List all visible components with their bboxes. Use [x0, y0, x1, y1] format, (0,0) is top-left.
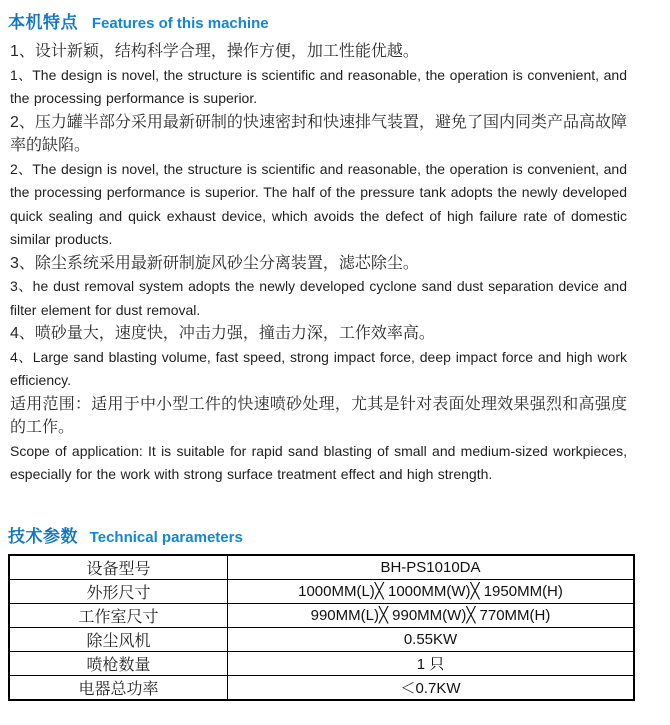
- param-value-dust-fan: 0.55KW: [228, 627, 635, 651]
- features-section: [8, 8, 670, 487]
- param-label-chamber-dimensions: 工作室尺寸: [9, 603, 228, 627]
- param-label-gun-quantity: 喷枪数量: [9, 651, 228, 675]
- table-row-model: [9, 555, 634, 580]
- technical-parameters-heading: [8, 525, 670, 547]
- table-row-total-power: [9, 675, 634, 700]
- feature-item-3-en: 3、he dust removal system adopts the newly developed cyclone sand dust separation device and filter element for dust removal.: [10, 278, 627, 318]
- feature-item-1-en: 1、The design is novel, the structure is scientific and reasonable, the operation is convenient, and the processing performance is superior.: [10, 66, 627, 106]
- param-value-chamber-dimensions: 990MM(L)╳ 990MM(W)╳ 770MM(H): [228, 603, 635, 627]
- technical-parameters-section: [8, 525, 670, 701]
- param-value-gun-quantity: 1 只: [228, 651, 635, 675]
- table-row-chamber-dimensions: [9, 603, 634, 627]
- technical-parameters-title-en: Technical parameters: [89, 528, 243, 546]
- param-label-outer-dimensions: 外形尺寸: [9, 579, 228, 603]
- feature-item-4-zh: 4、喷砂量大，速度快，冲击力强，撞击力深，工作效率高。: [10, 325, 435, 342]
- param-value-outer-dimensions: 1000MM(L)╳ 1000MM(W)╳ 1950MM(H): [228, 579, 635, 603]
- scope-of-application-zh: 适用范围：适用于中小型工件的快速喷砂处理，尤其是针对表面处理效果强烈和高强度的工作。: [10, 395, 627, 436]
- feature-item-1-zh: 1、设计新颖，结构科学合理，操作方便，加工性能优越。: [10, 43, 419, 60]
- features-heading: [8, 8, 670, 33]
- param-label-total-power: 电器总功率: [9, 675, 228, 700]
- table-row-gun-quantity: [9, 651, 634, 675]
- technical-parameters-title-zh: 技术参数: [8, 526, 78, 546]
- table-row-outer-dimensions: [9, 579, 634, 603]
- param-label-model: 设备型号: [9, 555, 228, 580]
- feature-item-2-zh: 2、压力罐半部分采用最新研制的快速密封和快速排气装置，避免了国内同类产品高故障率的缺陷。: [10, 113, 627, 154]
- feature-item-4-en: 4、Large sand blasting volume, fast speed, strong impact force, deep impact force and high work efficiency.: [10, 348, 627, 388]
- param-value-total-power: ＜0.7KW: [228, 675, 635, 700]
- features-body: [10, 40, 627, 487]
- features-title-en: Features of this machine: [91, 15, 269, 32]
- param-value-model: BH-PS1010DA: [228, 555, 635, 580]
- scope-of-application-en: Scope of application: It is suitable for rapid sand blasting of small and medium-sized workpieces, especially for the work with strong surface treatment effect and high strength.: [10, 442, 627, 482]
- features-title-zh: 本机特点: [8, 13, 78, 32]
- feature-item-3-zh: 3、除尘系统采用最新研制旋风砂尘分离装置，滤芯除尘。: [10, 254, 419, 272]
- feature-item-2-en: 2、The design is novel, the structure is scientific and reasonable, the operation is convenient, and the processing performance is superior. The half of the pressure tank adopts the newly developed quick sealing and quick exhaust device, which avoids the defect of high failure rate of domestic similar products.: [10, 160, 627, 247]
- parameters-table: [8, 554, 635, 701]
- table-row-dust-fan: [9, 627, 634, 651]
- param-label-dust-fan: 除尘风机: [9, 627, 228, 651]
